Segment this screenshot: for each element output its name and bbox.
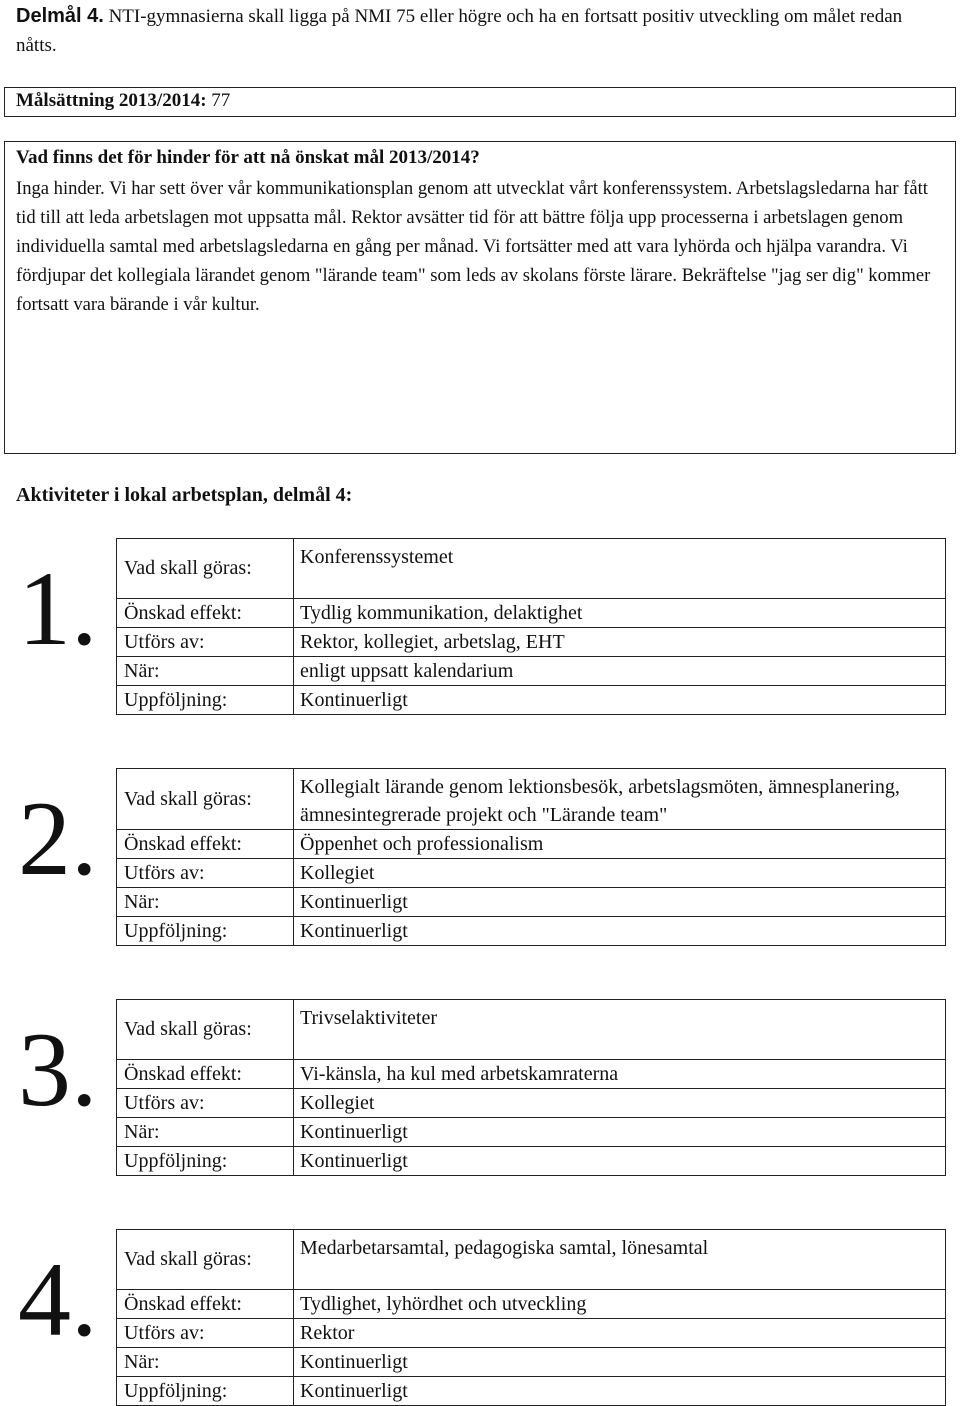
by-label: Utförs av: [117,1319,294,1348]
effect-value: Vi-känsla, ha kul med arbetskamraterna [294,1060,946,1089]
activity-number: 4. [18,1241,98,1358]
what-label: Vad skall göras: [117,1000,294,1060]
when-label: När: [117,657,294,686]
followup-value: Kontinuerligt [294,1147,946,1176]
followup-value: Kontinuerligt [294,686,946,715]
what-label: Vad skall göras: [117,769,294,830]
goal-title [16,2,946,60]
by-label: Utförs av: [117,1089,294,1118]
followup-value: Kontinuerligt [294,1377,946,1406]
what-value: Trivselaktiviteter [294,1000,946,1060]
when-value: Kontinuerligt [294,1118,946,1147]
by-value: Kollegiet [294,1089,946,1118]
effect-label: Önskad effekt: [117,830,294,859]
when-label: När: [117,888,294,917]
activity-number: 3. [18,1011,98,1128]
when-value: Kontinuerligt [294,888,946,917]
by-value: Rektor [294,1319,946,1348]
target-value: 77 [211,90,231,111]
followup-label: Uppföljning: [117,917,294,946]
activity-table [116,1229,946,1406]
effect-label: Önskad effekt: [117,1290,294,1319]
followup-value: Kontinuerligt [294,917,946,946]
what-value: Kollegialt lärande genom lektionsbesök, arbetslagsmöten, ämnesplanering, ämnesintegrerade projekt och "Lärande team" [294,769,946,830]
target-label: Målsättning 2013/2014: [16,90,207,111]
activity-number: 2. [18,780,98,897]
effect-value: Öppenhet och professionalism [294,830,946,859]
activity-table [116,768,946,946]
followup-label: Uppföljning: [117,1147,294,1176]
effect-label: Önskad effekt: [117,599,294,628]
what-value: Medarbetarsamtal, pedagogiska samtal, lönesamtal [294,1230,946,1290]
by-value: Kollegiet [294,859,946,888]
effect-value: Tydlighet, lyhördhet och utveckling [294,1290,946,1319]
activities-heading: Aktiviteter i lokal arbetsplan, delmål 4: [16,484,353,506]
when-label: När: [117,1348,294,1377]
when-label: När: [117,1118,294,1147]
by-label: Utförs av: [117,628,294,657]
what-label: Vad skall göras: [117,1230,294,1290]
effect-value: Tydlig kommunikation, delaktighet [294,599,946,628]
followup-label: Uppföljning: [117,1377,294,1406]
obstacles-answer: Inga hinder. Vi har sett över vår kommunikationsplan genom att utvecklat vårt konferenssystem. Arbetslagsledarna har fått tid till att leda arbetslagen mot uppsatta mål. Rektor avsätter tid för att bättre följa upp processerna i arbetslagen genom individuella samtal med arbetslagsledarna en gång per månad. Vi fortsätter med att vara lyhörda och hjälpa varandra. Vi fördjupar det kollegiala lärandet genom "lärande team" som leds av skolans förste lärare. Bekräftelse "jag ser dig" kommer fortsatt vara bärande i vår kultur. [16,178,931,315]
by-value: Rektor, kollegiet, arbetslag, EHT [294,628,946,657]
when-value: Kontinuerligt [294,1348,946,1377]
activity-table [116,999,946,1176]
when-value: enligt uppsatt kalendarium [294,657,946,686]
goal-title-label: Delmål 4. [16,5,104,27]
effect-label: Önskad effekt: [117,1060,294,1089]
followup-label: Uppföljning: [117,686,294,715]
activity-number: 1. [18,550,98,667]
what-label: Vad skall göras: [117,539,294,599]
by-label: Utförs av: [117,859,294,888]
target-box [4,87,956,117]
obstacles-question: Vad finns det för hinder för att nå önskat mål 2013/2014? [16,147,480,168]
goal-title-text: NTI-gymnasierna skall ligga på NMI 75 eller högre och ha en fortsatt positiv utveckling om målet redan nåtts. [16,6,903,56]
obstacles-box [4,141,956,454]
what-value: Konferenssystemet [294,539,946,599]
activity-table [116,538,946,715]
